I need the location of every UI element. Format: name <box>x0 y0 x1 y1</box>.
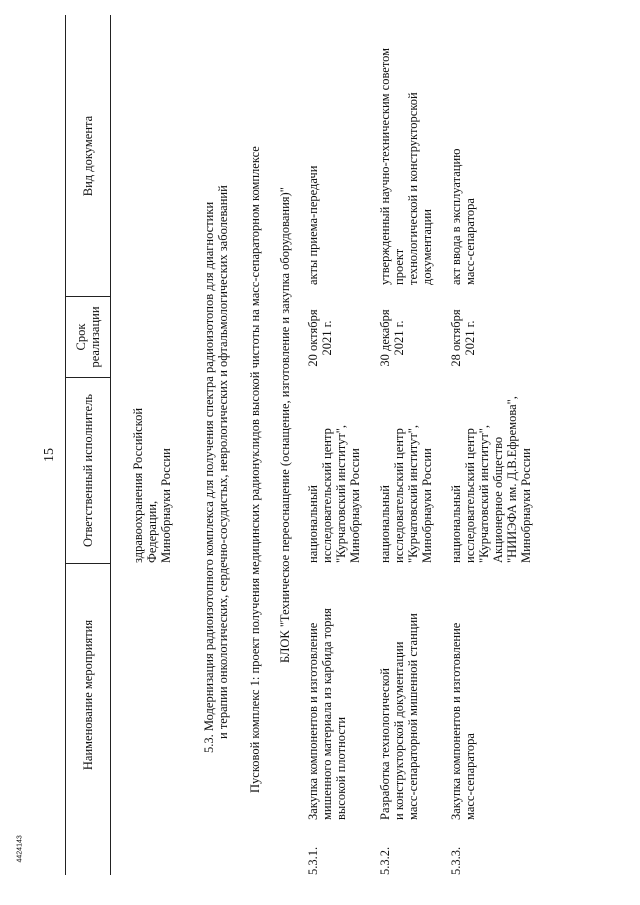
rotated-table <box>65 15 600 875</box>
header-top-rule <box>65 15 66 875</box>
row-term: 28 октября 2021 г. <box>449 309 477 367</box>
row-number: 5.3.1. <box>306 846 320 875</box>
row-document: утвержденный научно-техническим советом проект технологической и конструкторской документации <box>378 47 434 285</box>
row-name: Закупка компонентов и изготовление масс-сепаратора <box>449 622 477 820</box>
document-code: 4424143 <box>16 835 24 863</box>
page-number: 15 <box>42 448 57 462</box>
continuation-responsible: здравоохранения Российской Федерации, Минобрнауки России <box>131 407 173 563</box>
header-document: Вид документа <box>81 115 95 197</box>
section-5-3-line1: 5.3. Модернизация радиоизотопного комплекса для получения спектра радиоизотопов для диагностики <box>202 201 216 753</box>
header-responsible: Ответственный исполнитель <box>81 393 95 548</box>
header-bottom-rule <box>110 15 111 875</box>
block-title: БЛОК "Техническое переоснащение (оснащение, изготовление и закупка оборудования)" <box>278 187 292 663</box>
section-5-3-line2: и терапии онкологических, сердечно-сосудистых, неврологических и офтальмологических заболеваний <box>216 185 230 739</box>
row-responsible: национальный исследовательский центр "Курчатовский институт", Минобрнауки России <box>378 424 434 563</box>
row-number: 5.3.2. <box>378 846 392 875</box>
row-number: 5.3.3. <box>449 846 463 875</box>
header-divider-1 <box>65 563 110 564</box>
row-term: 30 декабря 2021 г. <box>378 309 406 367</box>
row-responsible: национальный исследовательский центр "Курчатовский институт", Минобрнауки России <box>306 424 362 563</box>
header-name: Наименование мероприятия <box>81 619 95 771</box>
row-name: Разработка технологической и конструкторской документации масс-сепараторной мишенной станции <box>378 613 420 820</box>
row-document: акт ввода в эксплуатацию масс-сепаратора <box>449 148 477 285</box>
header-term: Срок реализации <box>74 306 102 368</box>
launch-complex-title: Пусковой комплекс 1: проект получения медицинских радионуклидов высокой чистоты на масс-сепараторном комплексе <box>248 146 262 793</box>
row-responsible: национальный исследовательский центр "Курчатовский институт", Акционерное общество "НИИЭФА им. Д.В.Ефремова", Минобрнауки России <box>449 396 533 563</box>
row-name: Закупка компонентов и изготовление мишенного материала из карбида тория высокой плотности <box>306 608 348 820</box>
row-term: 20 октября 2021 г. <box>306 309 334 367</box>
row-document: акты приема-передачи <box>306 165 320 285</box>
